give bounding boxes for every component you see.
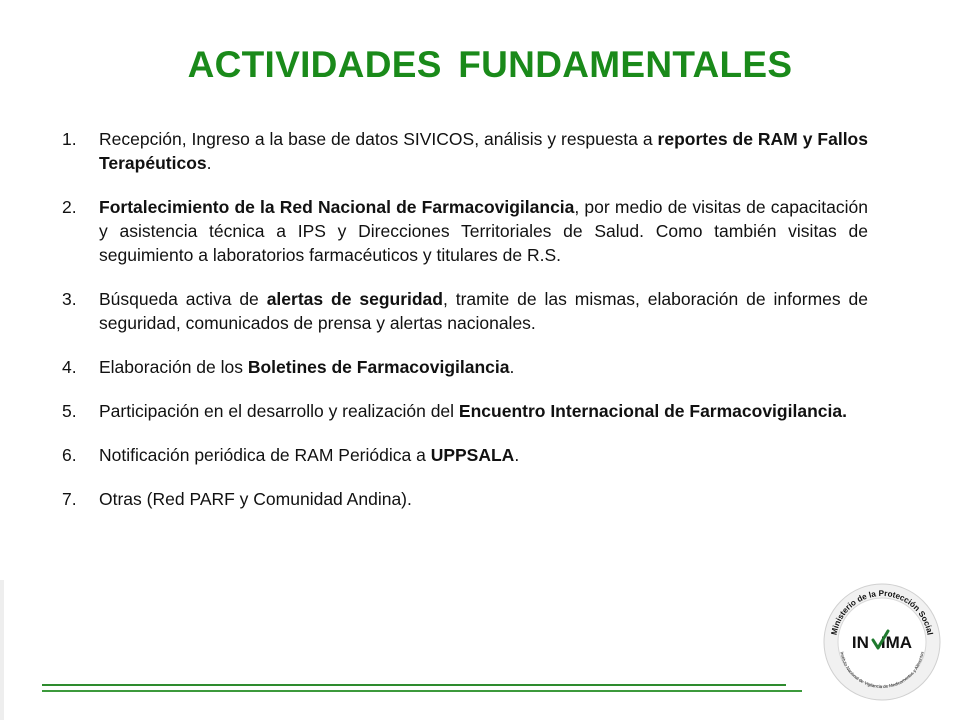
list-item-bold-text: alertas de seguridad [266, 289, 443, 309]
list-item-text: , tramite de las mismas, elaboración de informes de seguridad, comunicados de prensa y alertas nacionales. [99, 289, 868, 333]
list-item [62, 487, 868, 511]
list-item-number: 7. [62, 489, 77, 509]
list-item-text: Notificación periódica de RAM Periódica a [99, 445, 431, 465]
list-item [62, 399, 868, 423]
list-item [62, 443, 868, 467]
list-item-bold-text: Encuentro Internacional de Farmacovigilancia. [458, 401, 847, 421]
seal-ring-bottom-text: Instituto Nacional de Vigilancia de Medicamentos y Alimentos [839, 651, 925, 690]
list-item-number: 1. [62, 129, 77, 149]
page-title: ACTIVIDADES FUNDAMENTALES [187, 44, 793, 85]
list-item-number: 6. [62, 445, 77, 465]
list-item-bold-text: reportes de RAM y Fallos Terapéuticos [99, 129, 868, 173]
list-item-text: Búsqueda activa de [99, 289, 267, 309]
list-item-text: . [509, 357, 515, 377]
list-item [62, 127, 868, 175]
list-item-text: , por medio de visitas de capacitación y asistencia técnica a IPS y Direcciones Territoriales de Salud. Como también visitas de seguimiento a laboratorios farmacéuticos y titulares de R.S. [99, 197, 869, 265]
list-item [62, 355, 868, 379]
list-item-text: Elaboración de los [99, 357, 248, 377]
list-item-number: 4. [62, 357, 77, 377]
seal-ring-top-text: Ministerio de la Protección Social [829, 588, 935, 636]
list-item-number: 3. [62, 289, 77, 309]
activity-list [62, 127, 868, 531]
list-item-text: . [206, 153, 212, 173]
list-item [62, 287, 868, 335]
footer-rule-bottom [42, 690, 802, 692]
footer-rule-top [42, 684, 786, 686]
list-item-bold-text: UPPSALA [430, 445, 515, 465]
list-item-text: Recepción, Ingreso a la base de datos SIVICOS, análisis y respuesta a [99, 129, 658, 149]
list-item-text: Otras (Red PARF y Comunidad Andina). [99, 489, 412, 509]
list-item-bold-text: Boletines de Farmacovigilancia [247, 357, 510, 377]
left-edge-shade [0, 580, 4, 720]
invima-wordmark: IN IMA [851, 633, 913, 652]
list-item-bold-text: Fortalecimiento de la Red Nacional de Farmacovigilancia [99, 197, 575, 217]
invima-seal-icon [822, 582, 942, 702]
list-item-text: . [514, 445, 520, 465]
list-item-number: 2. [62, 197, 77, 217]
list-item-number: 5. [62, 401, 77, 421]
list-item [62, 195, 868, 267]
list-item-text: Participación en el desarrollo y realización del [99, 401, 459, 421]
